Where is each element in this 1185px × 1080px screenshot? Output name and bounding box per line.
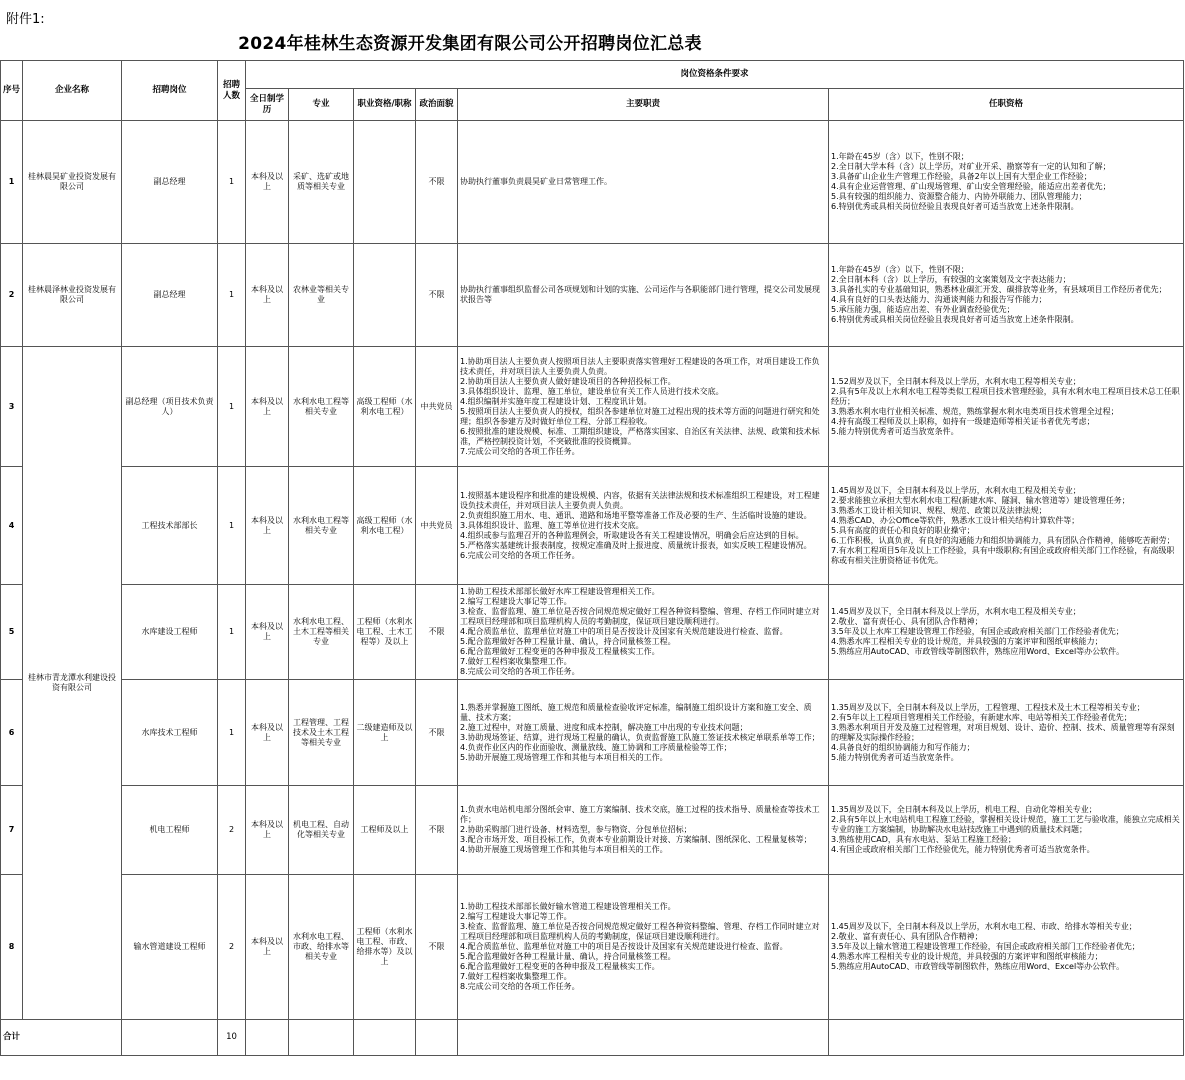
duty-item: 4.负责作业区内的作业面验收、测量放线、施工协调和工序质量检验等工作；	[460, 742, 732, 752]
duty-item: 4.配合质监单位、监理单位对施工中的项目是否按设计及国家有关规范建设进行检查、监督。	[460, 627, 788, 636]
criteria-item: 6.特别优秀或具相关岗位经验且表现良好者可适当放宽上述条件限制。	[831, 202, 1079, 211]
duties-cell	[458, 680, 829, 786]
duty-item: 6.完成公司交给的各项工作任务。	[460, 550, 580, 560]
criteria-item: 5.具有较强的组织能力、资源整合能力、内协外联能力、团队管理能力；	[831, 192, 1087, 201]
criteria-item: 2.全日制大学本科（含）以上学历，对矿业开采、勘察等有一定的认知和了解；	[831, 162, 1111, 171]
duties-cell	[458, 467, 829, 585]
political-status: 不限	[416, 585, 458, 680]
major: 水利水电工程等相关专业	[289, 467, 354, 585]
header-qualification: 职业资格/职称	[354, 89, 416, 121]
duty-item: 4.组织或参与监理召开的各种监理例会，听取建设各有关工程建设情况，明确会后应达到的目标。	[460, 530, 804, 540]
criteria-item: 4.持有高级工程师及以上职称，如持有一级建造师等相关证书者优先考虑；	[831, 416, 1095, 426]
duty-item: 8.完成公司交给的各项工作任务。	[460, 982, 580, 991]
duty-item: 5.配合监理做好各种工程量计量、确认，持合同量核签工程。	[460, 952, 676, 961]
duties-cell	[458, 244, 829, 347]
education: 本科及以上	[246, 121, 289, 244]
header-count: 招聘人数	[218, 61, 246, 121]
duty-item: 2.编写工程建设大事记等工作。	[460, 912, 572, 921]
criteria-item: 2.敬业、富有责任心、具有团队合作精神；	[831, 617, 983, 626]
criteria-item: 1.35周岁及以下，全日制本科及以上学历，机电工程、自动化等相关专业；	[831, 805, 1097, 814]
duty-item: 协助执行董事组织监督公司各项规划和计划的实施、公司运作与各职能部门进行管理，提交公司发展现状报告等	[460, 285, 820, 304]
qualification: 工程师（水利水电工程、市政、给排水等）及以上	[354, 875, 416, 1020]
political-status: 不限	[416, 680, 458, 786]
row-seq: 4	[1, 467, 23, 585]
company-name: 桂林晨泽林业投资发展有限公司	[23, 244, 122, 347]
criteria-item: 4.具有企业运营管理、矿山现场管理、矿山安全管理经验，能适应出差者优先；	[831, 182, 1111, 191]
table-row	[1, 680, 1184, 786]
criteria-cell	[829, 680, 1184, 786]
position-count: 2	[218, 875, 246, 1020]
position-count: 1	[218, 680, 246, 786]
criteria-item: 5.承压能力强，能适应出差、有外业调查经验优先；	[831, 305, 1015, 314]
criteria-item: 1.45周岁及以下，全日制本科及以上学历，水利水电工程及相关专业；	[831, 485, 1081, 495]
table-row	[1, 244, 1184, 347]
major: 水利水电工程等相关专业	[289, 347, 354, 467]
qualification: 工程师（水利水电工程、土木工程等）及以上	[354, 585, 416, 680]
major: 机电工程、自动化等相关专业	[289, 786, 354, 875]
company-name: 桂林市青龙潭水利建设投资有限公司	[23, 347, 122, 1020]
duty-item: 1.协助工程技术部部长做好输水管道工程建设管理相关工作。	[460, 902, 676, 911]
duty-item: 1.按照基本建设程序和批准的建设规模、内容，依据有关法律法规和技术标准组织工程建设，对工程建设负技术责任，并对项目法人主要负责人负责。	[460, 490, 820, 510]
criteria-cell	[829, 875, 1184, 1020]
table-row	[1, 786, 1184, 875]
political-status: 不限	[416, 875, 458, 1020]
qualification: 二级建造师及以上	[354, 680, 416, 786]
table-body	[1, 121, 1184, 1020]
table-row	[1, 585, 1184, 680]
criteria-item: 3.5年及以上输水管道工程建设管理工作经验，有国企或政府相关部门工作经验者优先；	[831, 942, 1140, 951]
education: 本科及以上	[246, 875, 289, 1020]
duty-item: 2.协助项目法人主要负责人做好建设项目的各种招投标工作。	[460, 376, 676, 386]
criteria-item: 1.45周岁及以下，全日制本科及以上学历，水利水电工程、市政、给排水等相关专业；	[831, 922, 1137, 931]
major: 水利水电工程、土木工程等相关专业	[289, 585, 354, 680]
header-company: 企业名称	[23, 61, 122, 121]
duties-cell	[458, 347, 829, 467]
criteria-item: 6.工作积极，认真负责，有良好的沟通能力和组织协调能力，具有团队合作精神，能够吃苦耐劳；	[831, 535, 1175, 545]
duty-item: 1.协助工程技术部部长做好水库工程建设管理相关工作。	[460, 587, 660, 596]
duty-item: 4.协助开展施工现场管理工作和其他与本项目相关的工作。	[460, 845, 668, 854]
header-political: 政治面貌	[416, 89, 458, 121]
position-name: 副总经理	[122, 121, 218, 244]
duty-item: 2.负责组织施工用水、电、通讯、道路和场地平整等准备工作及必要的生产、生活临时设施的建设。	[460, 510, 812, 520]
duty-item: 5.协助开展施工现场管理工作和其他与本项目相关的工作。	[460, 752, 668, 762]
duty-item: 3.配合市场开发、项目投标工作，负责本专业前期设计对接、方案编制、图纸深化、工程量复核等；	[460, 835, 812, 844]
criteria-item: 1.年龄在45岁（含）以下，性别不限；	[831, 265, 969, 274]
duty-item: 4.配合质监单位、监理单位对施工中的项目是否按设计及国家有关规范建设进行检查、监督。	[460, 942, 788, 951]
header-duties: 主要职责	[458, 89, 829, 121]
row-seq: 2	[1, 244, 23, 347]
criteria-item: 1.年龄在45岁（含）以下，性别不限；	[831, 152, 969, 161]
duty-item: 1.负责水电站机电部分图纸会审、施工方案编制、技术交底，施工过程的技术指导、质量检查等技术工作；	[460, 805, 820, 824]
criteria-cell	[829, 121, 1184, 244]
duty-item: 5.严格落实基建统计报表制度，按规定准确及时上报进度、质量统计报表，如实反映工程建设情况。	[460, 540, 812, 550]
major: 水利水电工程、市政、给排水等相关专业	[289, 875, 354, 1020]
criteria-item: 5.具有高度的责任心和良好的职业操守；	[831, 525, 975, 535]
criteria-item: 3.熟悉水工设计相关知识、规程、规范、政策以及法律法规；	[831, 505, 1047, 515]
duty-item: 7.完成公司交给的各项工作任务。	[460, 446, 580, 456]
duties-cell	[458, 875, 829, 1020]
criteria-item: 1.35周岁及以下，全日制本科及以上学历，工程管理、工程技术及土木工程等相关专业；	[831, 702, 1145, 712]
duty-item: 4.组织编制并实施年度工程建设计划、工程度讯计划。	[460, 396, 652, 406]
criteria-item: 1.52周岁及以下，全日制本科及以上学历，水利水电工程等相关专业；	[831, 376, 1081, 386]
qualification	[354, 121, 416, 244]
education: 本科及以上	[246, 347, 289, 467]
criteria-item: 2.具有5年及以上水利水电工程等类似工程项目技术管理经验，具有水利水电工程项目技术总工任职经历；	[831, 386, 1180, 406]
criteria-item: 6.特别优秀或具相关岗位经验且表现良好者可适当放宽上述条件限制。	[831, 315, 1079, 324]
education: 本科及以上	[246, 467, 289, 585]
criteria-item: 3.熟练使用CAD，具有水电站、泵站工程施工经验；	[831, 835, 1016, 844]
duty-item: 1.协助项目法人主要负责人按照项目法人主要职责落实管理好工程建设的各项工作，对项目建设工作负技术责任，并对项目法人主要负责人负责。	[460, 356, 820, 376]
position-name: 水库建设工程师	[122, 585, 218, 680]
education: 本科及以上	[246, 680, 289, 786]
row-seq: 6	[1, 680, 23, 786]
row-seq: 1	[1, 121, 23, 244]
criteria-item: 5.能力特别优秀者可适当放宽条件。	[831, 752, 959, 762]
duty-item: 3.检查、监督监理、施工单位是否按合同规范规定做好工程各种资料整编、管理、存档工作同时建立对工程项目经理部和项目监理机构人员的考勤制度，保证项目建设顺利进行。	[460, 607, 820, 626]
qualification: 高级工程师（水利水电工程）	[354, 467, 416, 585]
duties-cell	[458, 121, 829, 244]
total-count: 10	[218, 1020, 246, 1056]
criteria-item: 4.熟悉水库工程相关专业的设计规范，并具较强的方案评审和图纸审核能力；	[831, 637, 1103, 646]
total-row	[1, 1020, 1184, 1056]
criteria-item: 3.熟悉水利水电行业相关标准、规范，熟练掌握水利水电类项目技术管理全过程；	[831, 406, 1119, 416]
position-name: 水库技术工程师	[122, 680, 218, 786]
table-row	[1, 347, 1184, 467]
criteria-item: 5.能力特别优秀者可适当放宽条件。	[831, 426, 959, 436]
duty-item: 协助执行董事负责晨昊矿业日常管理工作。	[460, 177, 612, 186]
position-count: 1	[218, 467, 246, 585]
duty-item: 3.协助现场签证、结算，进行现场工程量的确认，负责监督施工队施工签证技术核定单联系单等工作；	[460, 732, 820, 742]
education: 本科及以上	[246, 786, 289, 875]
header-major: 专业	[289, 89, 354, 121]
education: 本科及以上	[246, 244, 289, 347]
table-row	[1, 121, 1184, 244]
criteria-item: 2.要求能独立承担大型水利水电工程(新建水库、隧洞、输水管道等）建设管理任务；	[831, 495, 1130, 505]
political-status: 中共党员	[416, 347, 458, 467]
header-requirements: 岗位资格条件要求	[246, 61, 1184, 89]
position-name: 副总经理（项目技术负责人）	[122, 347, 218, 467]
duty-item: 3.检查、监督监理、施工单位是否按合同规范规定做好工程各种资料整编、管理、存档工作同时建立对工程项目经理部和项目监理机构人员的考勤制度，保证项目建设顺利进行。	[460, 922, 820, 941]
criteria-cell	[829, 347, 1184, 467]
duty-item: 2.编写工程建设大事记等工作。	[460, 597, 572, 606]
criteria-item: 7.有水利工程项目5年及以上工作经验，具有中级职称;有国企或政府相关部门工作经验，有高级职称或有相关注册资格证书优先。	[831, 545, 1175, 565]
criteria-item: 2.具有5年以上水电站机电工程施工经验，掌握相关设计规范，施工工艺与验收准，能独立完成相关专业的施工方案编制，协助解决水电站技改施工中遇到的质量技术问题；	[831, 815, 1180, 834]
position-name: 工程技术部部长	[122, 467, 218, 585]
position-name: 机电工程师	[122, 786, 218, 875]
criteria-item: 5.熟练应用AutoCAD、市政管线等制图软件，熟练应用Word、Excel等办公软件。	[831, 647, 1125, 656]
header-seq: 序号	[1, 61, 23, 121]
duty-item: 5.按照项目法人主要负责人的授权，组织各参建单位对施工过程出现的技术等方面的问题进行研究和处理；组织各参建方及时做好单位工程、分部工程验收。	[460, 406, 820, 426]
row-seq: 7	[1, 786, 23, 875]
position-name: 输水管道建设工程师	[122, 875, 218, 1020]
header-criteria: 任职资格	[829, 89, 1184, 121]
criteria-cell	[829, 786, 1184, 875]
duty-item: 7.做好工程档案收集整理工作。	[460, 972, 572, 981]
duty-item: 6.配合监理做好工程变更的各种申报及工程量核实工作。	[460, 962, 660, 971]
duty-item: 7.做好工程档案收集整理工作。	[460, 657, 572, 666]
row-seq: 8	[1, 875, 23, 1020]
duty-item: 2.施工过程中，对施工质量、进度和成本控制，解决施工中出现的专业技术问题；	[460, 722, 748, 732]
duty-item: 6.按照批准的建设规模、标准、工期组织建设，严格落实国家、自治区有关法律、法规、政策和技术标准，严格控制投资计划，不突破批准的投资概算。	[460, 426, 820, 446]
annex-label: 附件1:	[6, 12, 45, 27]
criteria-item: 3.熟悉水利项目开发及施工过程管理，对项目规划、设计、造价、控制、技术、质量管理等有深刻的理解及实际操作经验；	[831, 722, 1175, 742]
criteria-item: 5.熟练应用AutoCAD、市政管线等制图软件，熟练应用Word、Excel等办公软件。	[831, 962, 1125, 971]
major: 采矿、选矿或地质等相关专业	[289, 121, 354, 244]
qualification: 工程师及以上	[354, 786, 416, 875]
criteria-item: 2.有5年以上工程项目管理相关工作经验，有新建水库、电站等相关工作经验者优先；	[831, 712, 1132, 722]
duty-item: 5.配合监理做好各种工程量计量、确认，持合同量核签工程。	[460, 637, 676, 646]
major: 工程管理、工程技术及土木工程等相关专业	[289, 680, 354, 786]
criteria-item: 4.具备良好的组织协调能力和写作能力；	[831, 742, 975, 752]
header-education: 全日制学历	[246, 89, 289, 121]
criteria-cell	[829, 467, 1184, 585]
header-position: 招聘岗位	[122, 61, 218, 121]
position-count: 2	[218, 786, 246, 875]
duty-item: 3.具体组织设计、监理、施工单位，建设单位有关工作人员进行技术交底。	[460, 386, 724, 396]
total-label: 合计	[1, 1020, 122, 1056]
duty-item: 6.配合监理做好工程变更的各种申报及工程量核实工作。	[460, 647, 660, 656]
criteria-item: 4.熟悉水库工程相关专业的设计规范，并具较强的方案评审和图纸审核能力；	[831, 952, 1103, 961]
position-name: 副总经理	[122, 244, 218, 347]
criteria-cell	[829, 585, 1184, 680]
criteria-item: 4.熟悉CAD、办公Office等软件，熟悉水工设计相关结构计算软件等；	[831, 515, 1080, 525]
criteria-item: 3.具备扎实的专业基础知识，熟悉林业碳汇开发、碳排放等业务，有县域项目工作经历者优先；	[831, 285, 1167, 294]
criteria-item: 4.具有良好的口头表达能力、沟通谈判能力和报告写作能力；	[831, 295, 1047, 304]
political-status: 不限	[416, 121, 458, 244]
row-seq: 5	[1, 585, 23, 680]
position-count: 1	[218, 347, 246, 467]
qualification: 高级工程师（水利水电工程）	[354, 347, 416, 467]
criteria-item: 3.具备矿山企业生产管理工作经验，具备2年以上国有大型企业工作经验；	[831, 172, 1092, 181]
position-count: 1	[218, 244, 246, 347]
political-status: 不限	[416, 244, 458, 347]
duty-item: 1.熟悉并掌握施工图纸、施工规范和质量检查验收评定标准，编制施工组织设计方案和施工安全、质量、技术方案；	[460, 702, 812, 722]
criteria-item: 1.45周岁及以下，全日制本科及以上学历，水利水电工程及相关专业；	[831, 607, 1081, 616]
position-count: 1	[218, 121, 246, 244]
row-seq: 3	[1, 347, 23, 467]
duty-item: 2.协助采购部门进行设备、材料选型，参与物资、分包单位招标；	[460, 825, 692, 834]
major: 农林业等相关专业	[289, 244, 354, 347]
duties-cell	[458, 585, 829, 680]
criteria-item: 2.敬业、富有责任心、具有团队合作精神；	[831, 932, 983, 941]
duty-item: 3.具体组织设计、监理、施工等单位进行技术交底。	[460, 520, 644, 530]
political-status: 不限	[416, 786, 458, 875]
criteria-cell	[829, 244, 1184, 347]
duty-item: 8.完成公司交给的各项工作任务。	[460, 667, 580, 676]
table-row	[1, 875, 1184, 1020]
education: 本科及以上	[246, 585, 289, 680]
company-name: 桂林晨昊矿业投资发展有限公司	[23, 121, 122, 244]
header-row-1	[1, 61, 1184, 89]
qualification	[354, 244, 416, 347]
recruitment-table	[0, 60, 1184, 1056]
page-title: 2024年桂林生态资源开发集团有限公司公开招聘岗位汇总表	[238, 34, 702, 54]
duties-cell	[458, 786, 829, 875]
political-status: 中共党员	[416, 467, 458, 585]
criteria-item: 4.有国企或政府相关部门工作经验优先，能力特别优秀者可适当放宽条件。	[831, 845, 1095, 854]
table-row	[1, 467, 1184, 585]
position-count: 1	[218, 585, 246, 680]
criteria-item: 2.全日制本科（含）以上学历，有较强的文案策划及文字表达能力；	[831, 275, 1071, 284]
criteria-item: 3.5年及以上水库工程建设管理工作经验，有国企或政府相关部门工作经验者优先；	[831, 627, 1124, 636]
